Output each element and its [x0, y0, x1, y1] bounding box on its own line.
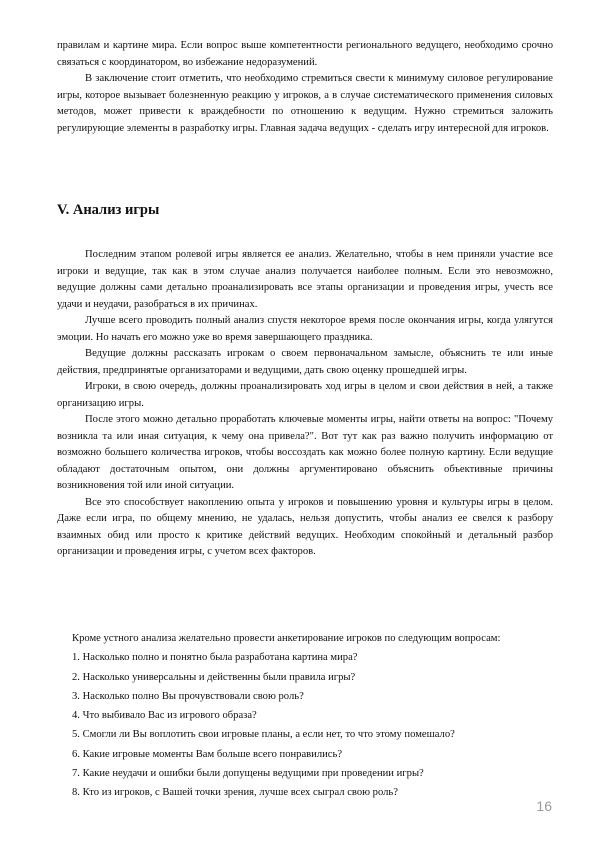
survey-question: 7. Какие неудачи и ошибки были допущены ведущими при проведении игры?: [72, 768, 424, 780]
survey-question: 5. Смогли ли Вы воплотить свои игровые планы, а если нет, то что этому помешало?: [72, 729, 455, 741]
survey-question-list: [72, 648, 552, 802]
section-paragraph: После этого можно детально проработать ключевые моменты игры, найти ответы на вопрос: "Почему возникла та или иная ситуация, к чему она привела?". Вот тут как раз важно получить информацию от возможно большего количества игроков, чтобы воссоздать как можно более полную картину. Если ведущие обладают достаточным опытом, они должны аргументировано объяснить объективные причины возникновения той или иной ситуации.: [57, 414, 553, 491]
survey-intro: Кроме устного анализа желательно провести анкетирование игроков по следующим вопросам:: [72, 633, 501, 644]
section-heading-wrap: [57, 202, 159, 219]
section-paragraph: Лучше всего проводить полный анализ спустя некоторое время после окончания игры, когда улягутся эмоции. Но начать его можно уже во время завершающего праздника.: [57, 315, 553, 343]
section-paragraph: Игроки, в свою очередь, должны проанализировать ход игры в целом и свои действия в ней, а также организацию игры.: [57, 381, 553, 409]
survey-question: 2. Насколько универсальны и действенны были правила игры?: [72, 671, 356, 683]
continuation-paragraph: правилам и картине мира. Если вопрос выше компетентности регионального ведущего, необходимо срочно связаться с координатором, во избежание недоразумений.: [57, 40, 553, 68]
section-paragraph: Ведущие должны рассказать игрокам о своем первоначальном замысле, объяснить те или иные действия, предпринятые организаторами и ведущими, дать свою оценку прошедшей игры.: [57, 348, 553, 376]
survey-question: 3. Насколько полно Вы прочувствовали свою роль?: [72, 690, 304, 702]
survey-question: 8. Кто из игроков, с Вашей точки зрения, лучше всех сыграл свою роль?: [72, 787, 398, 799]
conclusion-paragraph: В заключение стоит отметить, что необходимо стремиться свести к минимуму силовое регулирование игры, которое вызывает болезненную реакцию у игроков, а в случае систематического применения силовых методов, может привести к враждебности по отношению к ведущим. Нужно стремиться заложить регулирующие элементы в разработку игры. Главная задача ведущих - сделать игру интересной для игроков.: [57, 73, 553, 134]
section-paragraph: Все это способствует накоплению опыта у игроков и повышению уровня и культуры игры в целом. Даже если игра, по общему мнению, не удалась, нельзя допустить, чтобы анализ ее свелся к разбору взаимных обид или просто к критике действий ведущих. Необходим спокойный и детальный разбор организации и проведения игры, с учетом всех факторов.: [57, 496, 553, 557]
page-top-text: [57, 38, 553, 137]
section-body: [57, 247, 553, 561]
survey-question: 6. Какие игровые моменты Вам больше всего понравились?: [72, 748, 343, 760]
section-heading: V. Анализ игры: [57, 202, 160, 218]
section-paragraph: Последним этапом ролевой игры является ее анализ. Желательно, чтобы в нем приняли участие все игроки и ведущие, так как в этом случае анализ получается наиболее полным. Если это невозможно, ведущие должны сами детально проанализировать все этапы организации и проведения игры, учесть все удачи и неудачи, разобраться в их причинах.: [57, 249, 553, 310]
survey-question: 1. Насколько полно и понятно была разработана картина мира?: [72, 652, 358, 664]
survey-question: 4. Что выбивало Вас из игрового образа?: [72, 710, 257, 722]
survey-block: [72, 629, 552, 803]
page-number: 16: [536, 798, 552, 814]
